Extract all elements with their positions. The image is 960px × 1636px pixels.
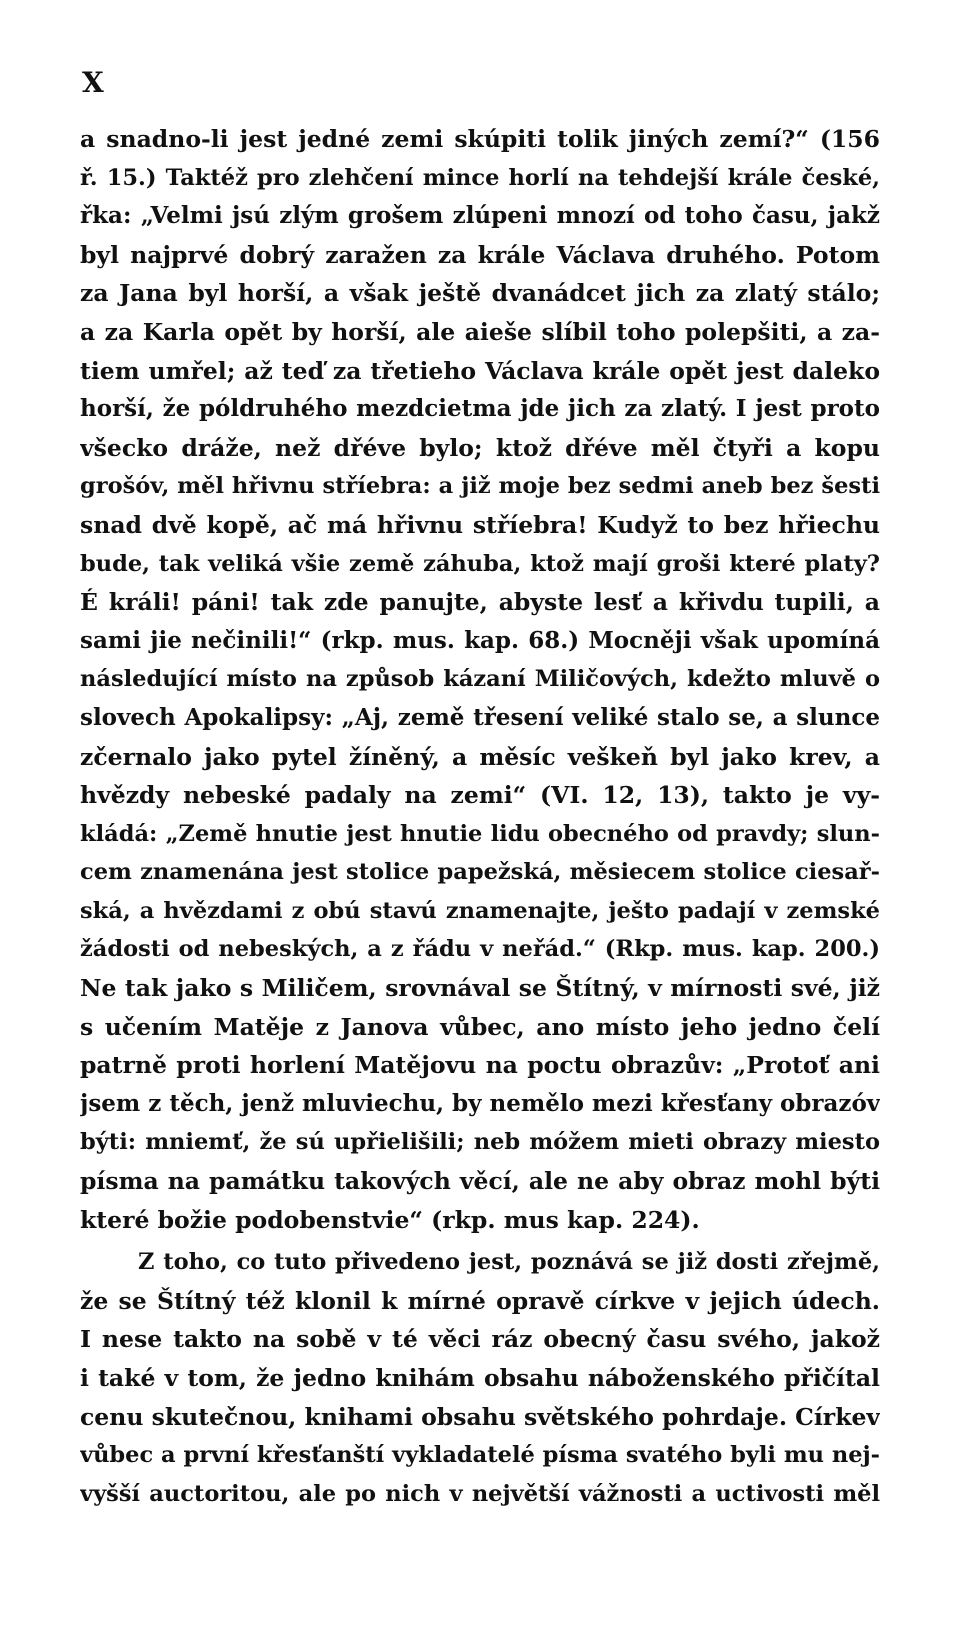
text-line: že se Štítný též klonil k mírné opravě církve v jejich údech. bbox=[80, 1286, 880, 1315]
text-line: patrně proti horlení Matějovu na poctu obrazův: „Protoť ani bbox=[80, 1051, 880, 1080]
text-line: Ne tak jako s Miličem, srovnával se Štítný, v mírnosti své, již bbox=[80, 974, 880, 1003]
body-text bbox=[80, 120, 880, 1513]
text-line: sami jie nečinili!“ (rkp. mus. kap. 68.) Mocněji však upomíná bbox=[80, 626, 880, 654]
text-line: cem znamenána jest stolice papežská, měsiecem stolice ciesař- bbox=[80, 859, 880, 886]
text-line: snad dvě kopě, ač má hřivnu stříebra! Kudyž to bez hřiechu bbox=[80, 510, 880, 539]
text-line: Z toho, co tuto přivedeno jest, poznává se již dosti zřejmě, bbox=[138, 1249, 880, 1276]
text-line: všecko dráže, než dřéve bylo; ktož dřéve měl čtyři a kopu bbox=[80, 433, 880, 462]
paragraph bbox=[80, 1243, 880, 1513]
text-line: bude, tak veliká všie země záhuba, ktož mají groši které platy? bbox=[80, 550, 880, 577]
text-line: a snadno-li jest jedné zemi skúpiti tolik jiných zemí?“ (156 bbox=[80, 125, 880, 153]
text-line: horší, že póldruhého mezdcietma jde jich za zlatý. I jest proto bbox=[80, 395, 880, 423]
text-line: s učením Matěje z Janova vůbec, ano místo jeho jedno čelí bbox=[80, 1012, 880, 1041]
text-line: žádosti od nebeských, a z řádu v neřád.“ (Rkp. mus. kap. 200.) bbox=[80, 936, 880, 963]
text-line: tiem umřel; až teď za třetieho Václava krále opět jest daleko bbox=[80, 356, 880, 385]
text-line: které božie podobenstvie“ (rkp. mus kap. 224). bbox=[80, 1205, 700, 1234]
text-line: písma na památku takových věcí, ale ne aby obraz mohl býti bbox=[80, 1167, 880, 1196]
text-line: býti: mniemť, že sú upřielišili; neb móžem mieti obrazy miesto bbox=[80, 1129, 880, 1156]
text-line: ř. 15.) Taktéž pro zlehčení mince horlí na tehdejší krále české, bbox=[80, 164, 880, 191]
text-line: jsem z těch, jenž mluviechu, by nemělo mezi křesťany obrazóv bbox=[80, 1089, 880, 1117]
text-line: I nese takto na sobě v té věci ráz obecný času svého, jakož bbox=[80, 1325, 880, 1354]
text-line: zčernalo jako pytel žíněný, a měsíc veškeň byl jako krev, a bbox=[80, 742, 880, 771]
text-line: následující místo na způsob kázaní Miličových, kdežto mluvě o bbox=[80, 666, 880, 693]
text-line: É králi! páni! tak zde panujte, abyste lesť a křivdu tupili, a bbox=[80, 588, 880, 617]
paragraph bbox=[80, 120, 880, 1239]
text-line: hvězdy nebeské padaly na zemi“ (VI. 12, 13), takto je vy- bbox=[80, 781, 880, 810]
text-line: vyšší auctoritou, ale po nich v největší vážnosti a uctivosti měl bbox=[80, 1480, 880, 1507]
text-line: ská, a hvězdami z obú stavú znamenajte, ješto padají v zemské bbox=[80, 897, 880, 924]
text-line: a za Karla opět by horší, ale aieše slíbil toho polepšiti, a za- bbox=[80, 317, 880, 346]
text-line: byl najprvé dobrý zaražen za krále Václava druhého. Potom bbox=[80, 240, 880, 269]
page-number: X bbox=[82, 66, 105, 99]
text-line: grošóv, měl hřivnu stříebra: a již moje bez sedmi aneb bez šesti bbox=[80, 473, 880, 500]
text-line: řka: „Velmi jsú zlým grošem zlúpeni mnozí od toho času, jakž bbox=[80, 202, 880, 230]
text-line: za Jana byl horší, a však ještě dvanádcet jich za zlatý stálo; bbox=[80, 279, 880, 308]
text-line: i také v tom, že jedno knihám obsahu náboženského přičítal bbox=[80, 1364, 880, 1392]
text-line: kládá: „Země hnutie jest hnutie lidu obecného od pravdy; slun- bbox=[80, 820, 880, 847]
text-line: cenu skutečnou, knihami obsahu světského pohrdaje. Církev bbox=[80, 1402, 880, 1431]
text-line: vůbec a první křesťanští vykladatelé písma svatého byli mu nej- bbox=[80, 1442, 880, 1469]
text-line: slovech Apokalipsy: „Aj, země třesení veliké stalo se, a slunce bbox=[80, 703, 880, 731]
